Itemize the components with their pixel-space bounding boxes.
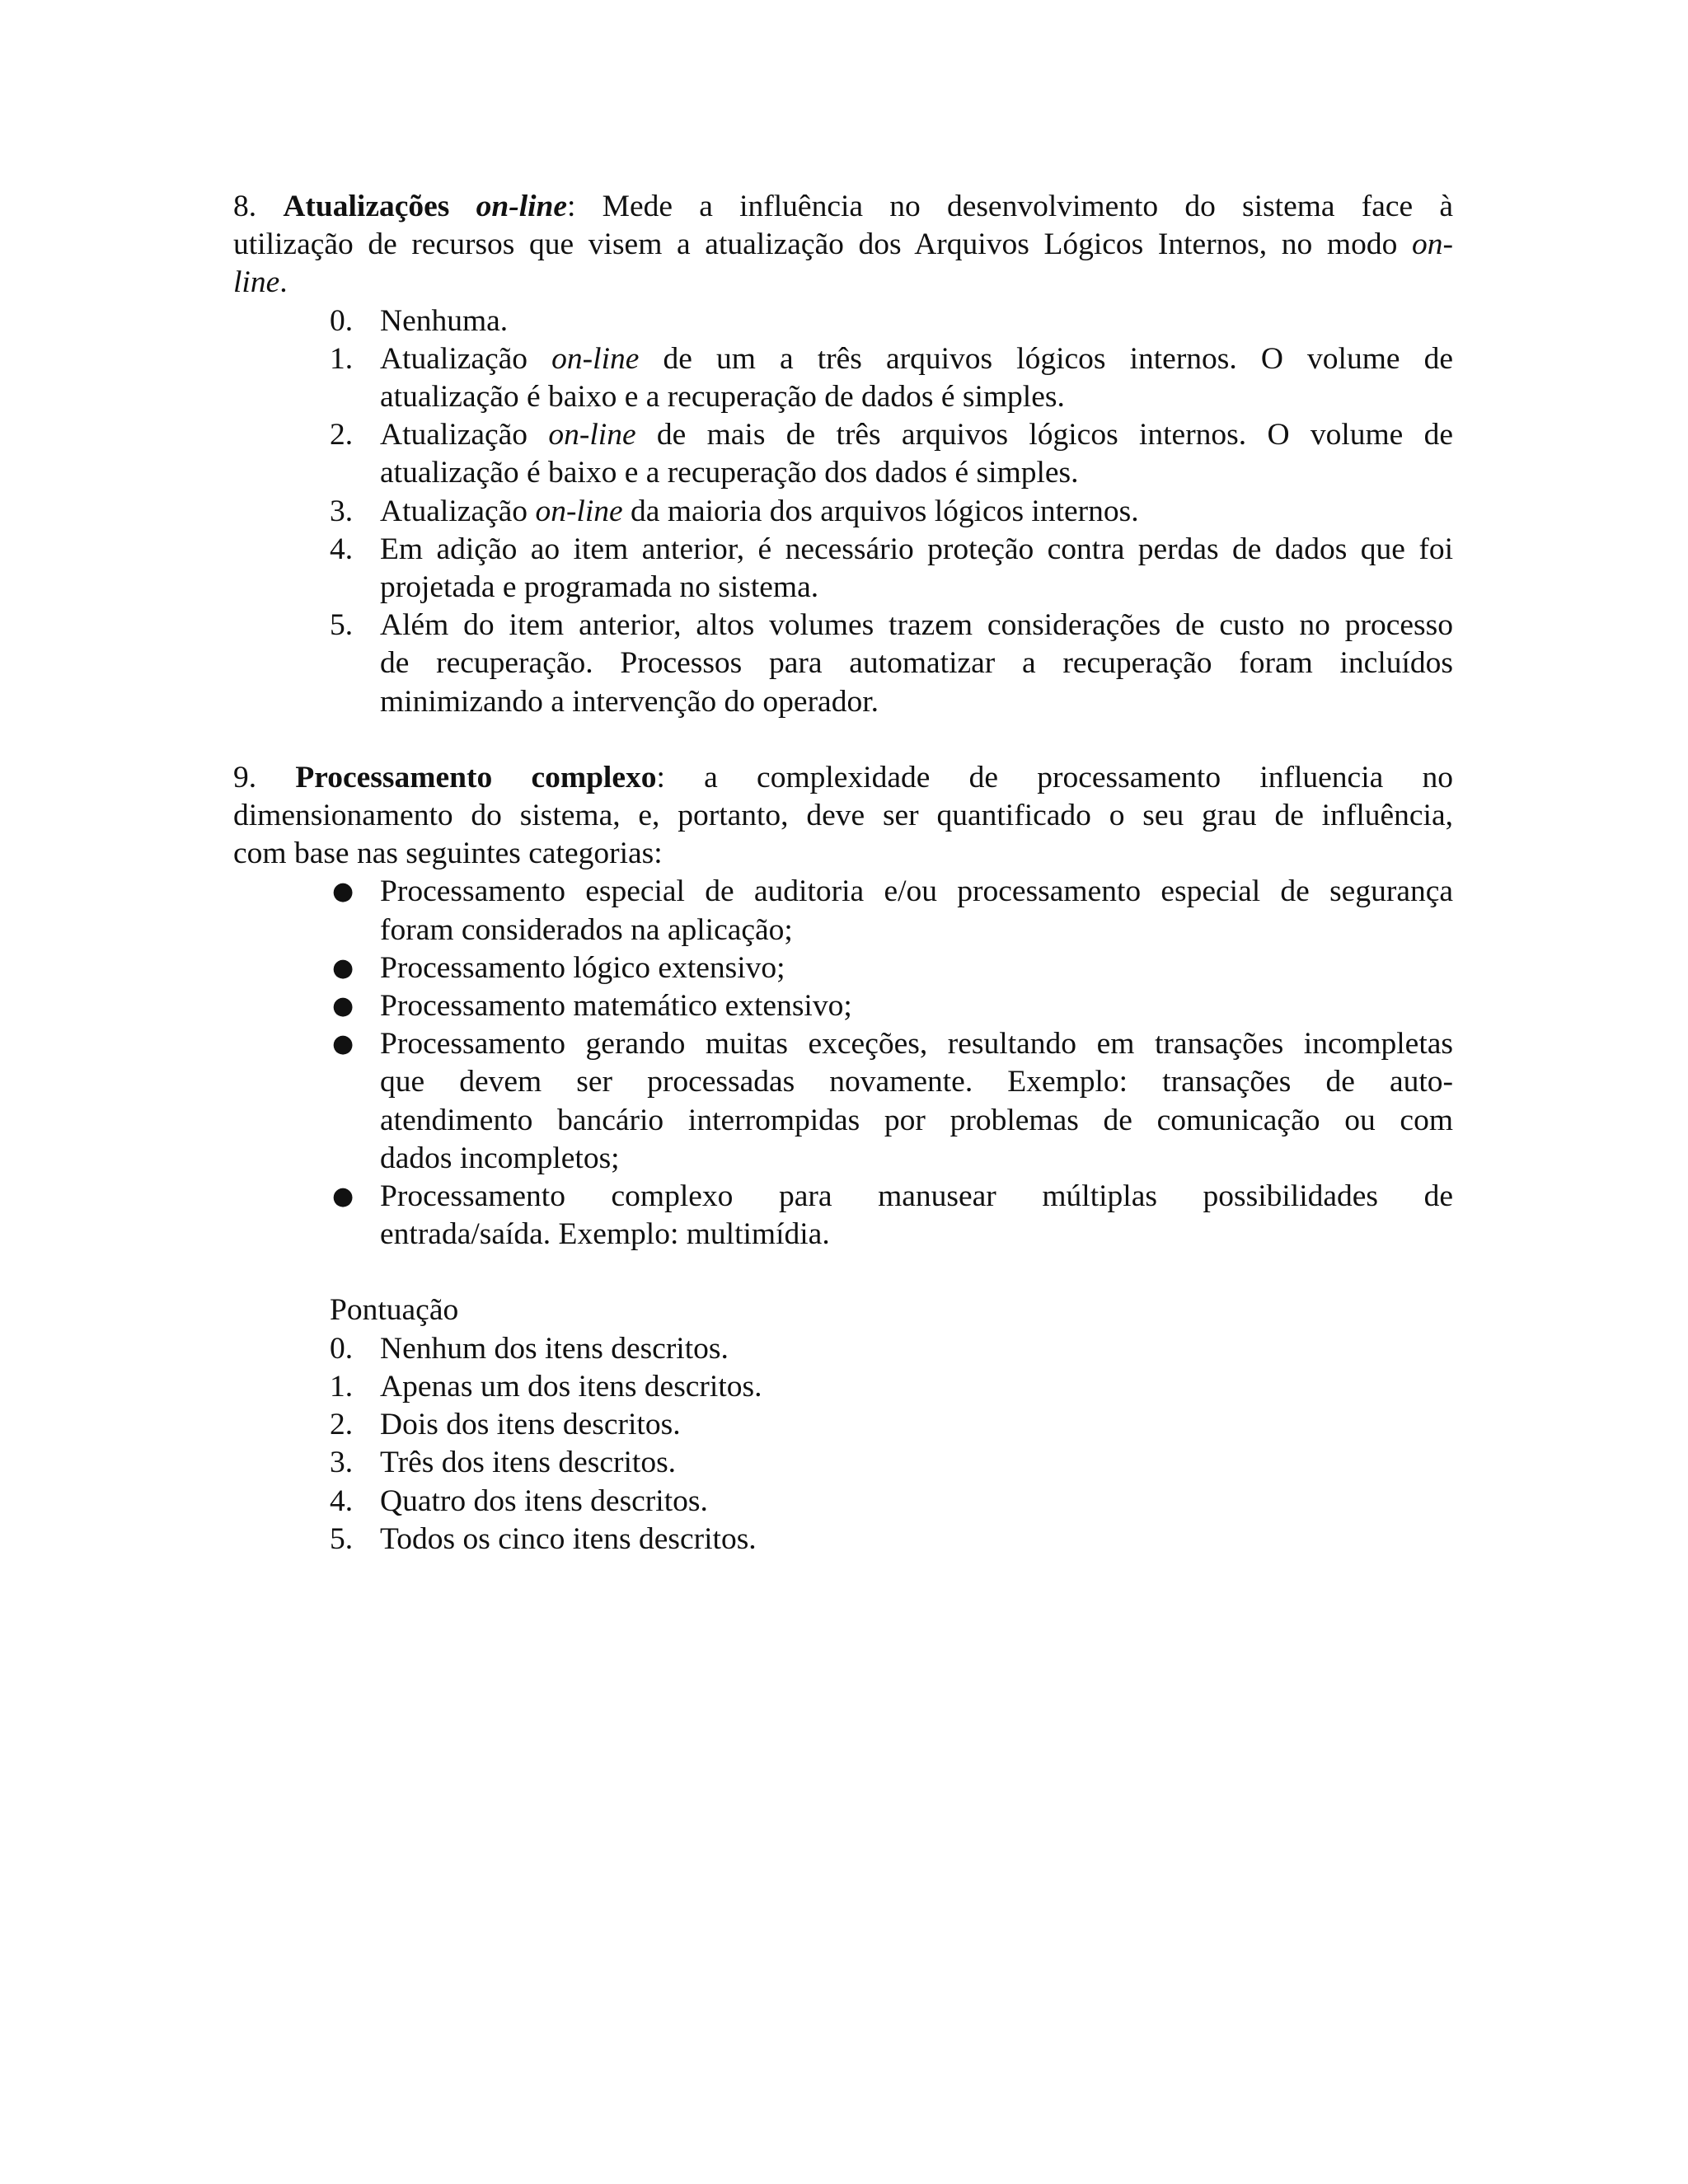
section-8-options	[233, 302, 1453, 721]
item-number: 0.	[330, 1331, 354, 1366]
item-number: 0.	[330, 303, 354, 338]
list-item: 1. Atualização on-line de um a três arquivos lógicos internos. O volume de atualização é baixo e a recuperação de dados é simples.	[330, 341, 1454, 415]
section-8-intro	[233, 188, 1453, 302]
item-number: 4.	[330, 1483, 354, 1518]
item-number: 5.	[330, 1521, 354, 1556]
item-number: 1.	[330, 341, 354, 376]
section-9-intro-line-3: com base nas seguintes categorias:	[233, 837, 663, 871]
section-9-intro-line-2: dimensionamento do sistema, e, portanto, deve ser quantificado o seu grau de influência,	[233, 799, 1453, 833]
bullet-icon: ●	[332, 1182, 354, 1212]
section-8-intro-line-1: 8. Atualizações on-line: Mede a influência no desenvolvimento do sistema face à	[233, 190, 1454, 223]
bullet-item: ● Processamento complexo para manusear múltiplas possibilidades de entrada/saída. Exemplo: multimídia.	[332, 1179, 1453, 1252]
section-8-intro-line-3: line.	[233, 265, 288, 300]
bullet-icon: ●	[332, 953, 354, 982]
section-9-number: 9.	[233, 760, 257, 794]
list-item: 0. Nenhuma.	[233, 302, 1453, 340]
score-list	[233, 1330, 1453, 1558]
list-item: 3. Atualização on-line da maioria dos arquivos lógicos internos.	[233, 493, 1453, 531]
score-item: 5. Todos os cinco itens descritos.	[233, 1521, 1453, 1558]
section-8-intro-line-2: utilização de recursos que visem a atualização dos Arquivos Lógicos Internos, no modo on-	[233, 227, 1453, 262]
document-page	[233, 188, 1453, 1558]
item-number: 5.	[330, 608, 354, 643]
bullet-item: ● Processamento gerando muitas exceções, resultando em transações incompletas que devem ser processadas novamente. Exemplo: transações de auto- atendimento bancário interrompidas por problemas de comunicação ou com dados incompletos;	[332, 1027, 1453, 1175]
score-heading: Pontuação	[330, 1293, 459, 1328]
score-item: 0. Nenhum dos itens descritos.	[233, 1330, 1453, 1368]
section-8-number: 8.	[233, 190, 257, 223]
section-9-intro-line-1: 9. Processamento complexo: a complexidade de processamento influencia no	[233, 760, 1453, 794]
bullet-icon: ●	[332, 991, 354, 1021]
score-item: 3. Três dos itens descritos.	[233, 1444, 1453, 1482]
list-item: 2. Atualização on-line de mais de três arquivos lógicos internos. O volume de atualização é baixo e a recuperação dos dados é simples.	[330, 418, 1454, 490]
bullet-icon: ●	[332, 1029, 354, 1059]
section-8-title: Atualizações on-line	[283, 190, 568, 223]
score-item: 1. Apenas um dos itens descritos.	[233, 1368, 1453, 1406]
item-number: 4.	[330, 532, 354, 566]
bullet-item: ● Processamento lógico extensivo;	[233, 949, 1453, 987]
score-item: 2. Dois dos itens descritos.	[233, 1406, 1453, 1444]
section-gap	[233, 1254, 1453, 1291]
bullet-icon: ●	[332, 877, 354, 907]
section-9-intro	[233, 759, 1453, 874]
item-number: 2.	[330, 418, 354, 452]
bullet-item: ● Processamento especial de auditoria e/ou processamento especial de segurança foram considerados na aplicação;	[332, 874, 1453, 947]
list-item: 5. Além do item anterior, altos volumes trazem considerações de custo no processo de recuperação. Processos para automatizar a recuperação foram incluídos minimizando a intervenção do operador.	[330, 608, 1453, 719]
bullet-item: ● Processamento matemático extensivo;	[233, 987, 1453, 1025]
section-9-title: Processamento complexo	[295, 760, 657, 794]
item-number: 2.	[330, 1408, 354, 1442]
section-gap	[233, 721, 1453, 759]
score-item: 4. Quatro dos itens descritos.	[233, 1483, 1453, 1521]
item-number: 3.	[330, 494, 354, 528]
item-number: 1.	[330, 1369, 354, 1404]
section-9-categories	[233, 873, 1453, 1254]
list-item: 4. Em adição ao item anterior, é necessário proteção contra perdas de dados que foi projetada e programada no sistema.	[330, 532, 1453, 605]
item-number: 3.	[330, 1446, 354, 1480]
